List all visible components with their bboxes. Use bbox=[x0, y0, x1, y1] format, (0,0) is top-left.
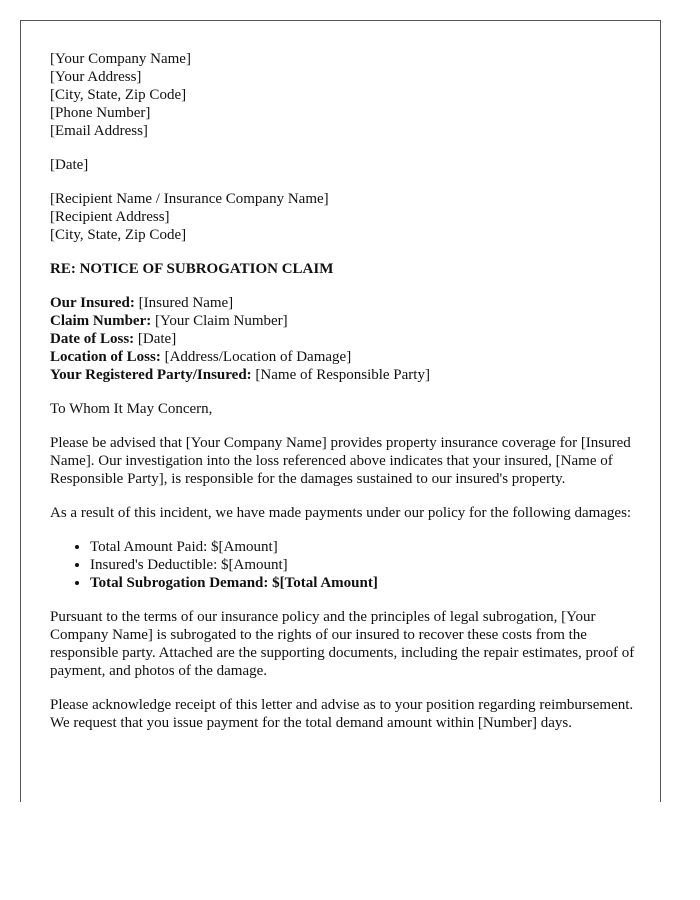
paragraph-payments: As a result of this incident, we have made payments under our policy for the following damages: bbox=[50, 505, 632, 521]
claim-info-label: Date of Loss: bbox=[50, 331, 135, 347]
sender-city-state-zip: [City, State, Zip Code] bbox=[50, 87, 187, 103]
paragraph-subrogation: Pursuant to the terms of our insurance policy and the principles of legal subrogation, [Your Company Name] is subrogated to the rights of our insured to recover these costs from the responsible party. Attached are the supporting documents, including the repair estimates, proof of payment, and photos of the damage. bbox=[50, 609, 635, 679]
list-item: • Total Amount Paid: $[Amount] bbox=[90, 538, 640, 556]
recipient-name: [Recipient Name / Insurance Company Name] bbox=[50, 191, 329, 207]
claim-info-label: Your Registered Party/Insured: bbox=[50, 367, 252, 383]
letter-content bbox=[50, 50, 640, 732]
claim-info-label: Our Insured: bbox=[50, 295, 135, 311]
claim-info-block bbox=[50, 294, 640, 384]
list-item: • Insured's Deductible: $[Amount] bbox=[90, 556, 640, 574]
list-item-total: • Total Subrogation Demand: $[Total Amount] bbox=[90, 574, 640, 592]
date-line: [Date] bbox=[50, 157, 89, 173]
sender-address: [Your Address] bbox=[50, 69, 142, 85]
claim-info-row bbox=[50, 312, 640, 330]
paragraph-coverage: Please be advised that [Your Company Name] provides property insurance coverage for [Insured Name]. Our investigation into the loss referenced above indicates that your insured, [Name of Responsible Party], is responsible for the damages sustained to our insured's property. bbox=[50, 435, 631, 487]
claim-info-row bbox=[50, 348, 640, 366]
subject-line: RE: NOTICE OF SUBROGATION CLAIM bbox=[50, 261, 334, 277]
claim-info-row bbox=[50, 330, 640, 348]
claim-info-value: [Name of Responsible Party] bbox=[251, 367, 430, 383]
claim-info-value: [Address/Location of Damage] bbox=[160, 349, 352, 365]
sender-block bbox=[50, 50, 640, 140]
claim-info-value: [Date] bbox=[134, 331, 177, 347]
sender-phone: [Phone Number] bbox=[50, 105, 151, 121]
paragraph-request: Please acknowledge receipt of this letter and advise as to your position regarding reimbursement. We request that you issue payment for the total demand amount within [Number] days. bbox=[50, 697, 634, 731]
sender-email: [Email Address] bbox=[50, 123, 148, 139]
claim-info-label: Claim Number: bbox=[50, 313, 152, 329]
letter-page bbox=[20, 20, 661, 802]
claim-info-value: [Your Claim Number] bbox=[151, 313, 288, 329]
claim-info-value: [Insured Name] bbox=[134, 295, 234, 311]
claim-info-row bbox=[50, 294, 640, 312]
salutation: To Whom It May Concern, bbox=[50, 401, 213, 417]
recipient-address: [Recipient Address] bbox=[50, 209, 170, 225]
sender-company: [Your Company Name] bbox=[50, 51, 191, 67]
recipient-block bbox=[50, 190, 640, 244]
claim-info-label: Location of Loss: bbox=[50, 349, 161, 365]
damages-list bbox=[50, 538, 640, 592]
recipient-city-state-zip: [City, State, Zip Code] bbox=[50, 227, 187, 243]
claim-info-row bbox=[50, 366, 640, 384]
